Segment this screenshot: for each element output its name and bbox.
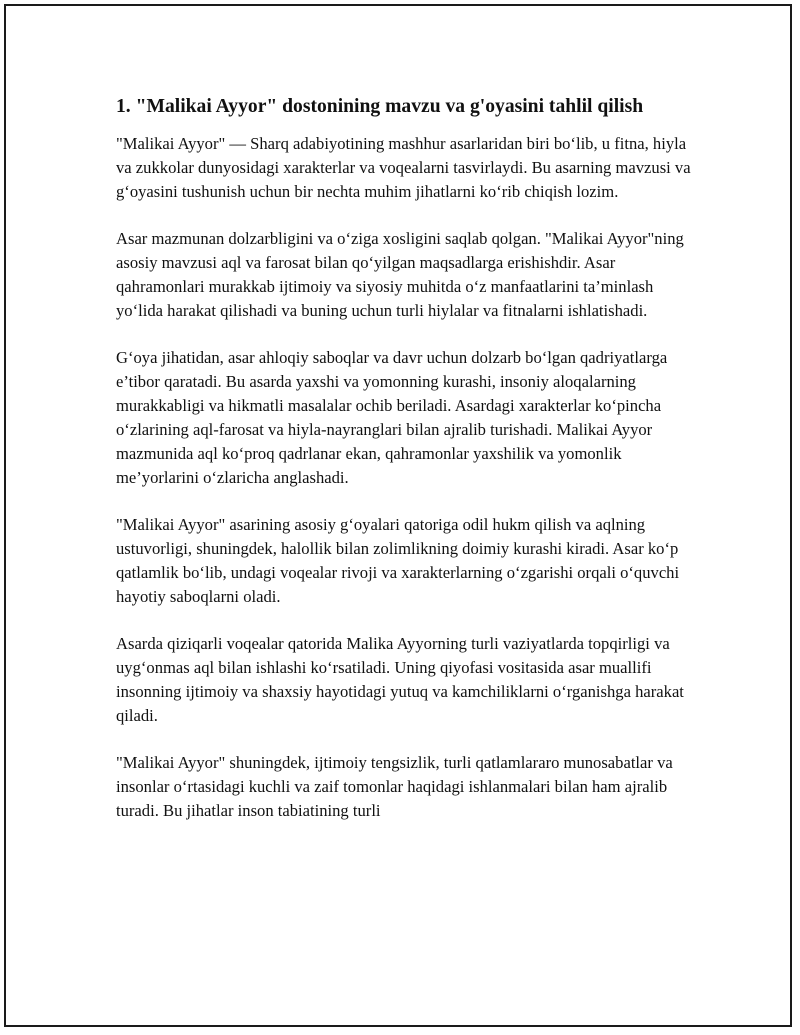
document-title: 1. "Malikai Ayyor" dostonining mavzu va g'oyasini tahlil qilish	[116, 96, 644, 117]
paragraph-social: "Malikai Ayyor" shuningdek, ijtimoiy tengsizlik, turli qatlamlararo munosabatlar va insonlar o‘rtasidagi kuchli va zaif tomonlar haqidagi ishlanmalari bilan ham ajralib turadi. Bu jihatlar inson tabiatining turli	[116, 753, 673, 820]
paragraph-main-ideas: "Malikai Ayyor" asarining asosiy g‘oyalari qatoriga odil hukm qilish va aqlning ustuvorligi, shuningdek, halollik bilan zolimlikning doimiy kurashi kiradi. Asar ko‘p qatlamlik bo‘lib, undagi voqealar rivoji va xarakterlarning o‘zgarishi orqali o‘quvchi hayotiy saboqlarni oladi.	[116, 515, 680, 606]
paragraph-heroine: Asarda qiziqarli voqealar qatorida Malika Ayyorning turli vaziyatlarda topqirligi va uyg‘onmas aql bilan ishlashi ko‘rsatiladi. Uning qiyofasi vositasida asar muallifi insonning ijtimoiy va shaxsiy hayotidagi yutuq va kamchiliklarni o‘rganishga harakat qiladi.	[116, 634, 684, 725]
paragraph-idea: G‘oya jihatidan, asar ahloqiy saboqlar va davr uchun dolzarb bo‘lgan qadriyatlarga e’tibor qaratadi. Bu asarda yaxshi va yomonning kurashi, insoniy aloqalarning murakkabligi va hikmatli masalalar ochib beriladi. Asardagi xarakterlar ko‘pincha o‘zlarining aql-farosat va hiyla-nayranglari bilan ajralib turishadi. Malikai Ayyor mazmunida aql ko‘proq qadrlanar ekan, qahramonlar yaxshilik va yomonlik me’yorlarini o‘zlaricha anglashadi.	[116, 348, 668, 487]
document-body	[116, 92, 694, 846]
paragraph-theme: Asar mazmunan dolzarbligini va o‘ziga xosligini saqlab qolgan. "Malikai Ayyor"ning asosiy mavzusi aql va farosat bilan qo‘yilgan maqsadlarga erishishdir. Asar qahramonlari murakkab ijtimoiy va siyosiy muhitda o‘z manfaatlarini ta’minlash yo‘lida harakat qilishadi va buning uchun turli hiylalar va fitnalarni ishlatishadi.	[116, 229, 684, 320]
paragraph-intro: "Malikai Ayyor" — Sharq adabiyotining mashhur asarlaridan biri bo‘lib, u fitna, hiyla va zukkolar dunyosidagi xarakterlar va voqealarni tasvirlaydi. Bu asarning mavzusi va g‘oyasini tushunish uchun bir nechta muhim jihatlarni ko‘rib chiqish lozim.	[116, 134, 691, 201]
